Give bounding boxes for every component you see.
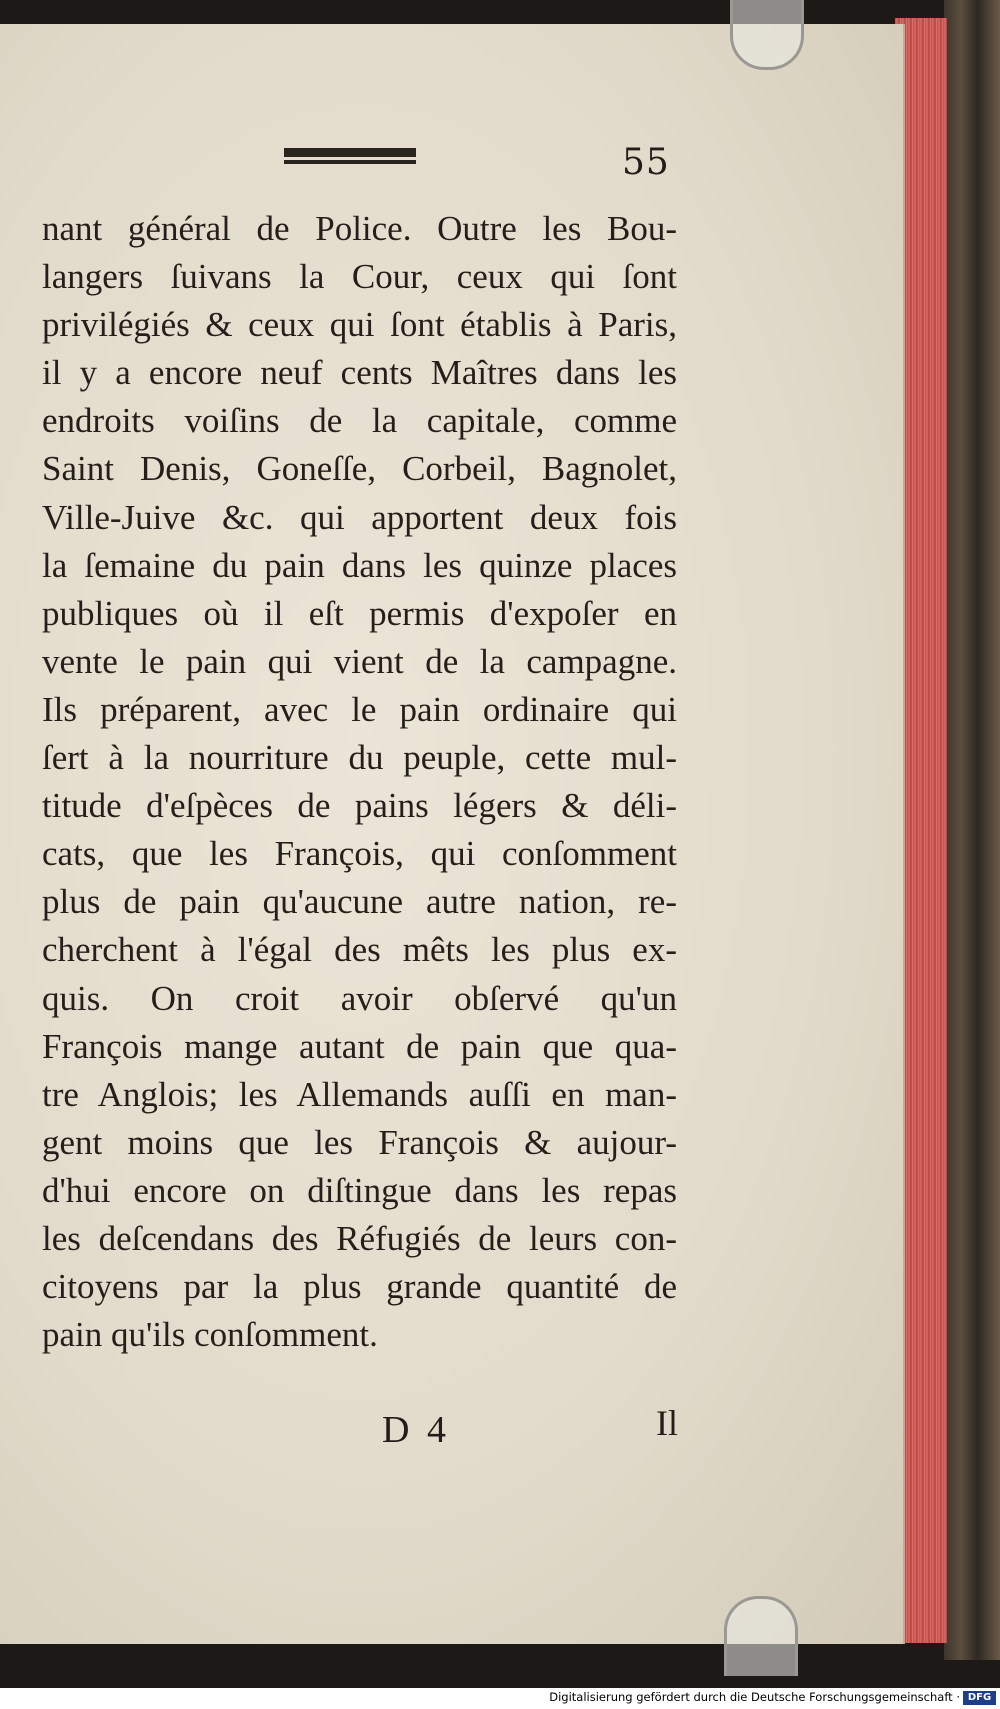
text-line: nant général de Police. Outre les Bou- xyxy=(42,209,677,248)
text-line: d'hui encore on diſtingue dans les repas xyxy=(42,1170,677,1210)
text-line: les deſcendans des Réfugiés de leurs con- xyxy=(42,1218,677,1258)
signature-mark: D 4 xyxy=(382,1409,450,1451)
text-line: privilégiés & ceux qui ſont établis à Paris, xyxy=(42,305,677,345)
text-line: Ville-Juive &c. qui apportent deux fois xyxy=(42,497,677,537)
text-line: pain qu'ils conſomment. xyxy=(42,1315,378,1355)
text-line: citoyens par la plus grande quantité de xyxy=(42,1267,677,1307)
footer-bar xyxy=(0,1688,1000,1709)
text-line: Ils préparent, avec le pain ordinaire qui xyxy=(42,689,677,729)
text-line: Saint Denis, Goneſſe, Corbeil, Bagnolet, xyxy=(42,449,677,489)
dfg-logo: DFG xyxy=(963,1691,996,1705)
text-line: endroits voiſins de la capitale, comme xyxy=(42,401,677,441)
funding-credit: Digitalisierung gefördert durch die Deutsche Forschungsgemeinschaft · xyxy=(549,1690,960,1704)
text-line: quis. On croit avoir obſervé qu'un xyxy=(42,978,677,1018)
text-line: titude d'eſpèces de pains légers & déli- xyxy=(42,786,677,826)
body-text xyxy=(42,205,677,1359)
text-line: vente le pain qui vient de la campagne. xyxy=(42,641,677,681)
book-binding xyxy=(944,0,1000,1660)
text-line: cats, que les François, qui conſomment xyxy=(42,834,677,874)
bottom-clip xyxy=(724,1596,798,1676)
page-number: 55 xyxy=(622,142,670,183)
text-line: François mange autant de pain que qua- xyxy=(42,1026,677,1066)
text-line: langers ſuivans la Cour, ceux qui ſont xyxy=(42,257,677,297)
text-line: plus de pain qu'aucune autre nation, re- xyxy=(42,882,677,922)
text-line: ſert à la nourriture du peuple, cette mul- xyxy=(42,738,677,778)
text-line: la ſemaine du pain dans les quinze places xyxy=(42,545,677,585)
text-line: il y a encore neuf cents Maîtres dans les xyxy=(42,353,677,393)
top-clip xyxy=(730,0,804,70)
text-line: cherchent à l'égal des mêts les plus ex- xyxy=(42,930,677,970)
text-line: publiques où il eſt permis d'expoſer en xyxy=(42,593,677,633)
catchword: Il xyxy=(656,1403,678,1443)
header-ornament xyxy=(284,148,416,165)
text-line: gent moins que les François & aujour- xyxy=(42,1122,677,1162)
text-line: tre Anglois; les Allemands auſſi en man- xyxy=(42,1074,677,1114)
